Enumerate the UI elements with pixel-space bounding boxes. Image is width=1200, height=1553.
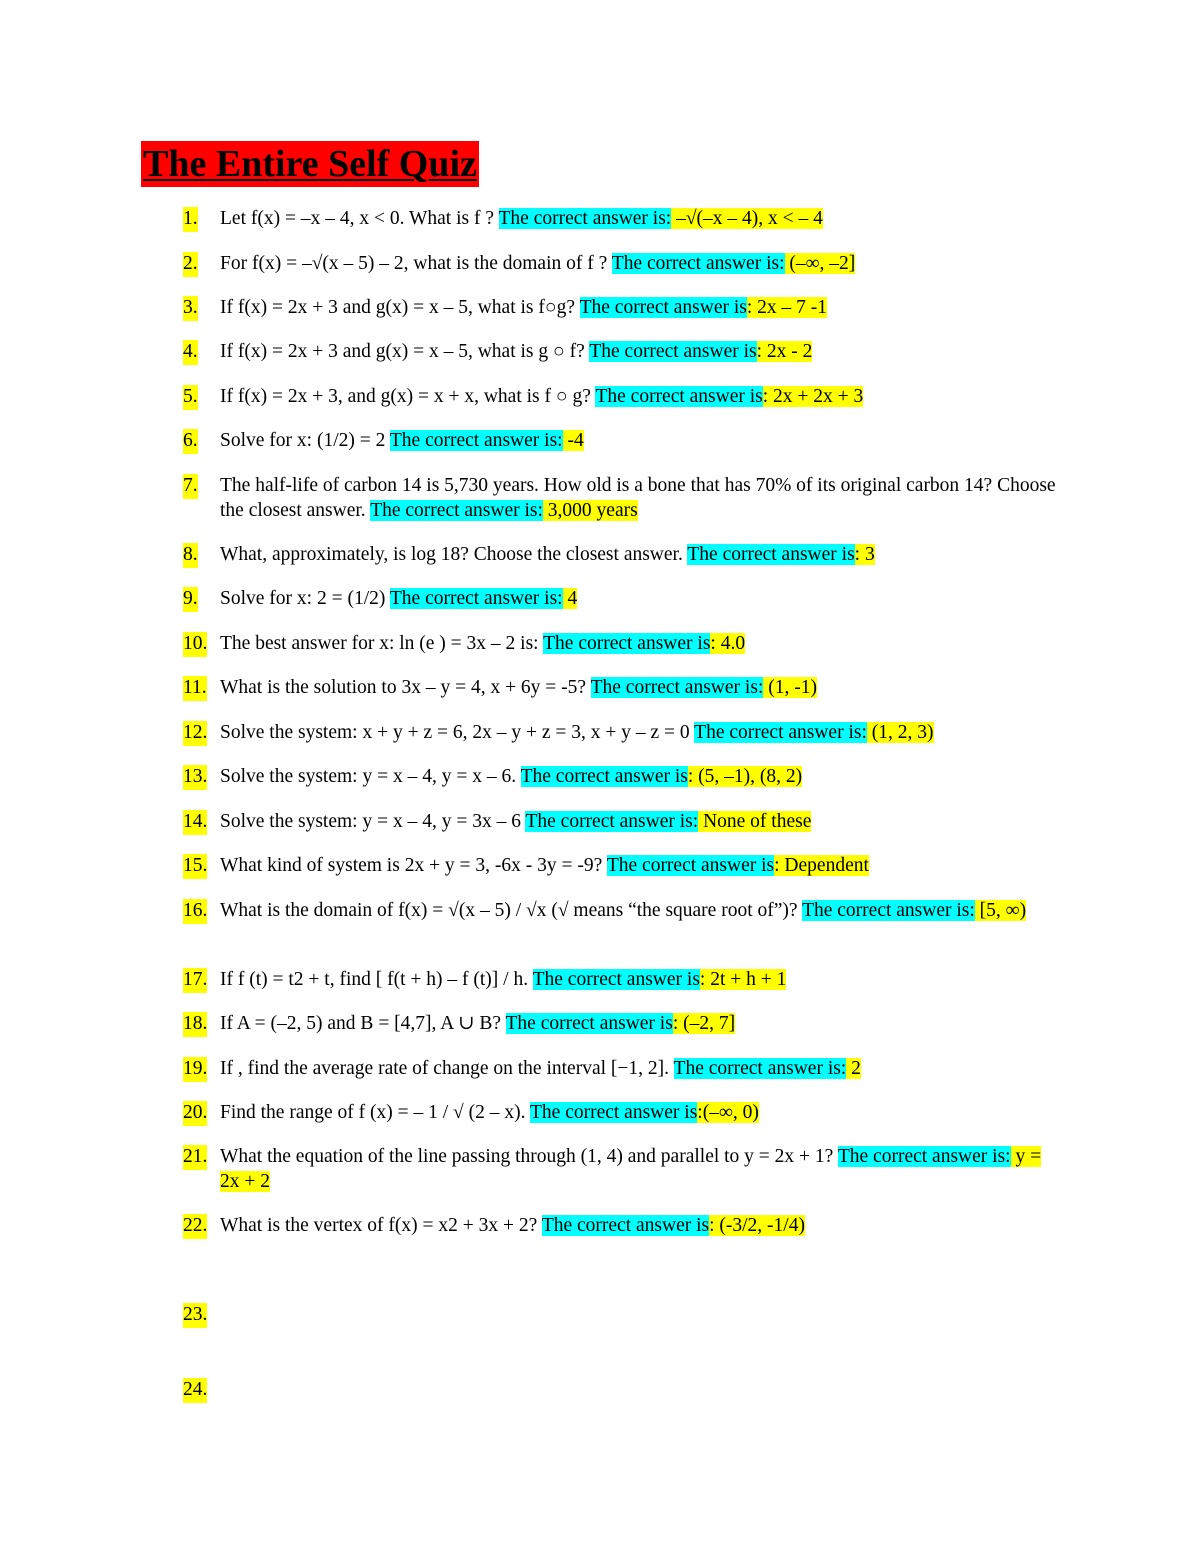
answer-label: The correct answer is [579,297,747,318]
answer-label: The correct answer is [505,1013,673,1034]
answer-value: : Dependent [774,855,869,876]
question-text: What is the solution to 3x – y = 4, x + 6y = -5? [220,677,591,698]
answer-value: 3,000 years [542,499,638,521]
question-body [220,587,1063,612]
question-item [183,474,1063,523]
question-number: 5. [183,385,198,410]
question-number: 19. [183,1057,207,1082]
question-item [183,587,1063,612]
question-number: 6. [183,429,198,454]
question-item [183,429,1063,454]
question-item [183,1101,1063,1126]
answer-label: The correct answer is: [694,722,867,743]
question-body [220,632,1063,657]
question-item [183,1057,1063,1082]
question-item [183,252,1063,277]
answer-label: The correct answer is [589,341,757,362]
question-text: The half-life of carbon 14 is 5,730 years. How old is a bone that has 70% of its original carbon 14? Choose the closest answer. [220,475,1056,521]
answer-value: 2 [846,1058,861,1079]
answer-label: The correct answer is: [525,811,699,832]
question-body [220,207,1063,232]
question-number: 8. [183,543,198,568]
question-number: 18. [183,1012,207,1037]
answer-label: The correct answer is: [802,900,975,921]
question-body [220,810,1063,835]
answer-value: (1, -1) [763,677,817,698]
question-text: What kind of system is 2x + y = 3, -6x - 3y = -9? [220,855,607,876]
question-number: 23. [183,1303,207,1328]
answer-value: y = 2x + 2 [220,1146,1042,1192]
answer-label: The correct answer is: [389,588,563,609]
question-number: 20. [183,1101,207,1126]
question-body [220,1145,1063,1194]
question-text: Solve the system: y = x – 4, y = 3x – 6 [220,811,526,832]
question-number: 11. [183,676,207,701]
question-number: 13. [183,765,207,790]
question-body [220,340,1063,365]
question-item [183,207,1063,232]
question-number: 7. [183,474,198,499]
question-number: 12. [183,721,207,746]
question-item [183,676,1063,701]
question-number: 24. [183,1378,207,1403]
answer-label: The correct answer is: [611,253,785,274]
question-item [183,899,1063,924]
question-body [220,899,1063,924]
question-number: 4. [183,340,198,365]
page-title: The Entire Self Quiz [143,143,477,185]
question-number: 17. [183,968,207,993]
answer-label: The correct answer is: [389,430,563,451]
question-item [183,632,1063,657]
answer-value: :(–∞, 0) [697,1102,759,1123]
answer-value: (1, 2, 3) [866,722,934,743]
question-body [220,252,1063,277]
question-body [220,385,1063,410]
question-body [220,968,1063,993]
question-item [183,1214,1063,1239]
answer-label: The correct answer is [606,855,775,876]
question-text: If f (t) = t2 + t, find [ f(t + h) – f (t)] / h. [220,969,533,990]
question-text: What is the domain of f(x) = √(x – 5) / √x (√ means “the square root of”)? [220,900,803,921]
answer-value: : 2x - 2 [756,341,813,362]
question-body [220,676,1063,701]
question-number: 1. [183,207,198,232]
question-body [220,1012,1063,1037]
answer-value: : (5, –1), (8, 2) [687,766,803,787]
question-item [183,385,1063,410]
question-text: Solve for x: (1/2) = 2 [220,430,390,451]
question-item [183,296,1063,321]
question-body [220,543,1063,568]
answer-value: : 2x + 2x + 3 [762,386,864,407]
answer-label: The correct answer is: [498,208,672,229]
question-text: For f(x) = –√(x – 5) – 2, what is the domain of f ? [220,253,612,274]
answer-label: The correct answer is: [370,499,543,521]
answer-label: The correct answer is [595,386,763,407]
answer-value: None of these [698,811,812,832]
answer-value: : 3 [854,544,875,565]
answer-value: [5, ∞) [974,900,1027,921]
answer-value: (–∞, –2] [784,253,856,274]
question-item [183,340,1063,365]
answer-value: : 4.0 [710,633,746,654]
question-text: What the equation of the line passing through (1, 4) and parallel to y = 2x + 1? [220,1146,838,1167]
question-text: What is the vertex of f(x) = x2 + 3x + 2? [220,1215,542,1236]
question-text: If f(x) = 2x + 3 and g(x) = x – 5, what is g ○ f? [220,341,590,362]
question-number: 10. [183,632,207,657]
answer-value: 4 [562,588,578,609]
question-text: If f(x) = 2x + 3 and g(x) = x – 5, what is f○g? [220,297,580,318]
question-number: 15. [183,854,207,879]
question-item [183,543,1063,568]
answer-value: : (-3/2, -1/4) [709,1215,805,1236]
question-text: Solve the system: x + y + z = 6, 2x – y + z = 3, x + y – z = 0 [220,722,695,743]
question-number: 21. [183,1145,207,1170]
question-item [183,810,1063,835]
question-text: The best answer for x: ln (e ) = 3x – 2 is: [220,633,544,654]
question-item [183,968,1063,993]
question-text: If f(x) = 2x + 3, and g(x) = x + x, what is f ○ g? [220,386,596,407]
question-text: Find the range of f (x) = – 1 / √ (2 – x). [220,1102,530,1123]
question-number: 22. [183,1214,207,1239]
answer-value: : (–2, 7] [672,1013,736,1034]
question-number: 16. [183,899,207,924]
question-item [183,721,1063,746]
question-body [220,1214,1063,1239]
question-number: 3. [183,296,198,321]
answer-label: The correct answer is: [673,1058,847,1079]
question-text: Let f(x) = –x – 4, x < 0. What is f ? [220,208,499,229]
answer-label: The correct answer is [532,969,700,990]
question-body [220,1057,1063,1082]
question-body [220,1101,1063,1126]
answer-label: The correct answer is [543,633,711,654]
answer-label: The correct answer is [530,1102,698,1123]
answer-value: : 2t + h + 1 [699,969,787,990]
question-number: 9. [183,587,198,612]
answer-value: -4 [562,430,584,451]
answer-label: The correct answer is: [590,677,764,698]
question-item [183,1145,1063,1194]
question-text: What, approximately, is log 18? Choose the closest answer. [220,544,688,565]
question-body [220,854,1063,879]
question-body [220,721,1063,746]
question-text: Solve the system: y = x – 4, y = x – 6. [220,766,521,787]
question-body [220,296,1063,321]
answer-label: The correct answer is [541,1215,710,1236]
answer-value: : 2x – 7 -1 [746,297,828,318]
question-item [183,765,1063,790]
answer-value: –√(–x – 4), x < – 4 [671,208,823,229]
question-body [220,765,1063,790]
answer-label: The correct answer is: [837,1146,1011,1167]
question-text: If , find the average rate of change on the interval [−1, 2]. [220,1058,674,1079]
question-body [220,474,1063,523]
question-number: 2. [183,252,198,277]
question-body [220,429,1063,454]
answer-label: The correct answer is [687,544,855,565]
question-item [183,1012,1063,1037]
question-item [183,854,1063,879]
question-number: 14. [183,810,207,835]
question-text: If A = (–2, 5) and B = [4,7], A ∪ B? [220,1013,506,1034]
question-text: Solve for x: 2 = (1/2) [220,588,390,609]
answer-label: The correct answer is [520,766,688,787]
